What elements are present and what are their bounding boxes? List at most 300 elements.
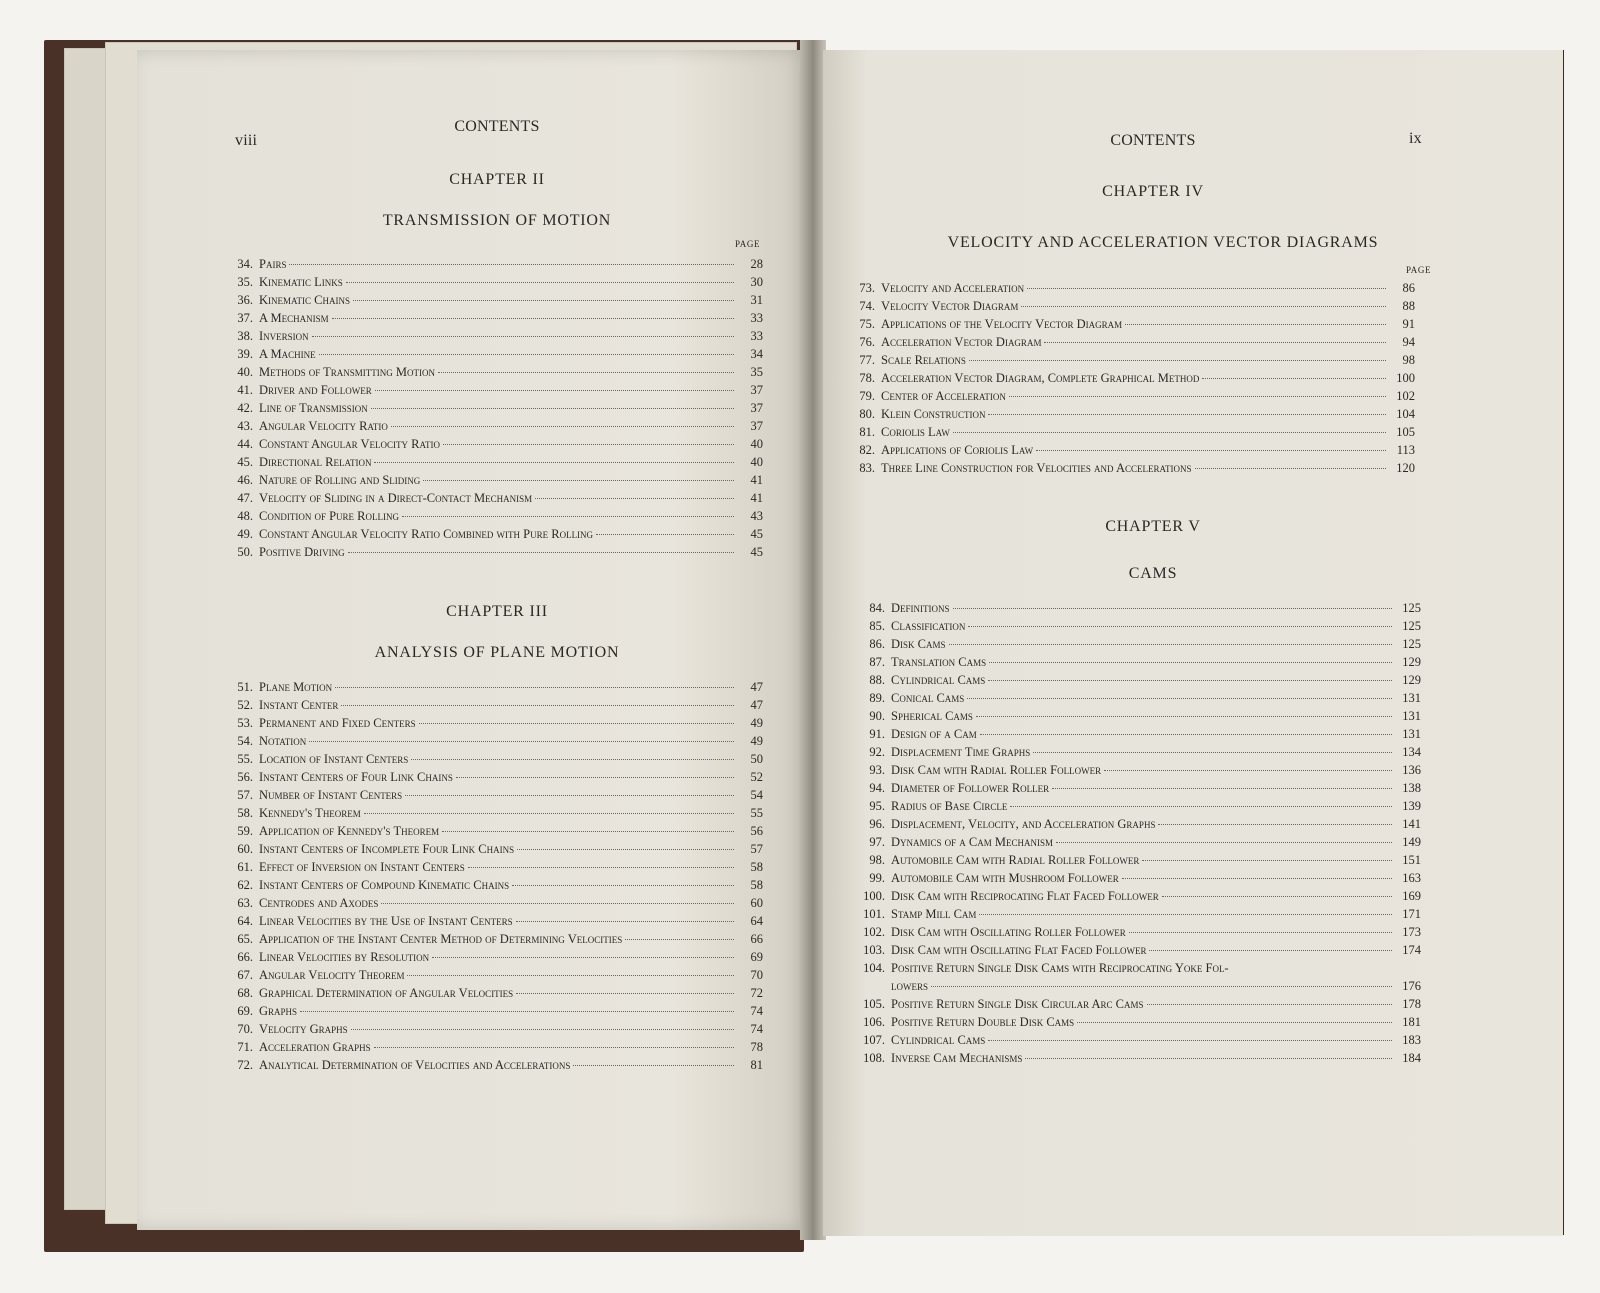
- toc-entry-page: 43: [750, 509, 763, 523]
- toc-entry-page: 138: [1402, 781, 1421, 795]
- toc-leader-dots: [980, 734, 1392, 735]
- toc-entry: [855, 763, 1421, 781]
- toc-entry: [855, 889, 1421, 907]
- toc-entry-title: Velocity of Sliding in a Direct-Contact Mechanism: [259, 491, 533, 505]
- toc-leader-dots: [535, 498, 734, 499]
- toc-entry-number: 84.: [869, 601, 885, 615]
- toc-entry-number: 89.: [869, 691, 885, 705]
- toc-entry-page: 49: [750, 734, 763, 748]
- toc-entry-number: 79.: [859, 389, 875, 403]
- toc-entry-title: Line of Transmission: [259, 401, 368, 415]
- toc-entry-page: 129: [1402, 673, 1421, 687]
- left-page: [137, 50, 805, 1230]
- toc-leader-dots: [312, 336, 734, 337]
- toc-entry: [233, 806, 763, 824]
- toc-entry-title: Angular Velocity Theorem: [259, 968, 405, 982]
- toc-entry-title: Plane Motion: [259, 680, 333, 694]
- toc-leader-dots: [969, 360, 1386, 361]
- toc-entry-page: 66: [750, 932, 763, 946]
- toc-entry-title: Disk Cam with Radial Roller Follower: [891, 763, 1102, 777]
- toc-leader-dots: [1162, 896, 1392, 897]
- toc-leader-dots: [374, 1047, 734, 1048]
- toc-leader-dots: [1122, 878, 1392, 879]
- toc-entry: [233, 509, 763, 527]
- toc-entry: [855, 461, 1415, 479]
- toc-leader-dots: [402, 516, 734, 517]
- toc-entry-title: Velocity and Acceleration: [881, 281, 1025, 295]
- toc-entry-title: A Mechanism: [259, 311, 329, 325]
- toc-entry: [233, 1022, 763, 1040]
- toc-entry: [855, 871, 1421, 889]
- chapter-3-label: CHAPTER III: [446, 603, 548, 620]
- toc-entry-page: 113: [1396, 443, 1415, 457]
- chapter-4-toc: [855, 281, 1415, 479]
- toc-entry-page: 94: [1402, 335, 1415, 349]
- toc-entry-page: 139: [1402, 799, 1421, 813]
- toc-entry-number: 37.: [237, 311, 253, 325]
- chapter-2-toc: [233, 257, 763, 563]
- toc-entry-number: 51.: [237, 680, 253, 694]
- toc-entry-page: 131: [1402, 709, 1421, 723]
- toc-entry-number: 67.: [237, 968, 253, 982]
- toc-entry: [855, 943, 1421, 961]
- toc-entry-page: 33: [750, 329, 763, 343]
- toc-leader-dots: [1142, 860, 1392, 861]
- toc-entry-number: 39.: [237, 347, 253, 361]
- toc-leader-dots: [468, 867, 734, 868]
- toc-entry-title: Kennedy's Theorem: [259, 806, 361, 820]
- toc-entry-page: 33: [750, 311, 763, 325]
- toc-entry-number: 94.: [869, 781, 885, 795]
- toc-leader-dots: [1129, 932, 1392, 933]
- toc-leader-dots: [371, 408, 734, 409]
- toc-entry: [233, 752, 763, 770]
- toc-leader-dots: [596, 534, 734, 535]
- toc-entry-page: 58: [750, 878, 763, 892]
- toc-leader-dots: [1149, 950, 1392, 951]
- toc-entry-title: Positive Return Double Disk Cams: [891, 1015, 1075, 1029]
- toc-entry-number: 93.: [869, 763, 885, 777]
- toc-leader-dots: [335, 687, 734, 688]
- toc-entry: [855, 961, 1421, 997]
- toc-entry-number: 108.: [863, 1051, 885, 1065]
- toc-entry: [855, 817, 1421, 835]
- toc-entry-title: Classification: [891, 619, 966, 633]
- toc-leader-dots: [1158, 824, 1392, 825]
- toc-entry-title: Definitions: [891, 601, 950, 615]
- toc-entry: [233, 716, 763, 734]
- toc-entry-number: 86.: [869, 637, 885, 651]
- toc-entry-page: 98: [1402, 353, 1415, 367]
- toc-entry-number: 104.: [863, 961, 885, 975]
- toc-entry-number: 53.: [237, 716, 253, 730]
- toc-leader-dots: [332, 318, 734, 319]
- toc-entry-page: 105: [1396, 425, 1415, 439]
- toc-entry-number: 45.: [237, 455, 253, 469]
- toc-entry-page: 134: [1402, 745, 1421, 759]
- toc-entry: [233, 545, 763, 563]
- toc-leader-dots: [1056, 842, 1392, 843]
- chapter-3-title: ANALYSIS OF PLANE MOTION: [374, 644, 620, 661]
- toc-entry-page: 163: [1402, 871, 1421, 885]
- toc-entry: [233, 1058, 763, 1076]
- toc-entry-title: Center of Acceleration: [881, 389, 1006, 403]
- toc-entry-page: 35: [750, 365, 763, 379]
- toc-leader-dots: [346, 282, 734, 283]
- toc-entry-number: 99.: [869, 871, 885, 885]
- toc-entry-page: 171: [1402, 907, 1421, 921]
- toc-entry-number: 56.: [237, 770, 253, 784]
- toc-entry: [855, 407, 1415, 425]
- toc-entry-page: 72: [750, 986, 763, 1000]
- toc-entry-number: 100.: [863, 889, 885, 903]
- toc-entry-title: Positive Driving: [259, 545, 345, 559]
- toc-entry-number: 70.: [237, 1022, 253, 1036]
- toc-entry: [233, 734, 763, 752]
- toc-leader-dots: [625, 939, 734, 940]
- right-running-head: CONTENTS: [1110, 132, 1196, 149]
- toc-entry-page: 50: [750, 752, 763, 766]
- toc-entry: [233, 1004, 763, 1022]
- toc-entry-title: Condition of Pure Rolling: [259, 509, 399, 523]
- toc-entry: [855, 835, 1421, 853]
- toc-entry-page: 31: [750, 293, 763, 307]
- toc-entry: [855, 1015, 1421, 1033]
- toc-entry-page: 37: [750, 419, 763, 433]
- toc-entry-page: 37: [750, 401, 763, 415]
- toc-entry-title: Applications of the Velocity Vector Diagram: [881, 317, 1123, 331]
- toc-entry: [233, 680, 763, 698]
- toc-entry-page: 54: [750, 788, 763, 802]
- toc-entry-page: 125: [1402, 619, 1421, 633]
- toc-entry-title: Radius of Base Circle: [891, 799, 1008, 813]
- toc-entry-title: Instant Centers of Four Link Chains: [259, 770, 453, 784]
- toc-entry-title: Graphical Determination of Angular Velocities: [259, 986, 514, 1000]
- toc-entry: [233, 383, 763, 401]
- toc-entry-number: 77.: [859, 353, 875, 367]
- toc-entry: [855, 389, 1415, 407]
- toc-entry-title: Nature of Rolling and Sliding: [259, 473, 421, 487]
- toc-entry-number: 74.: [859, 299, 875, 313]
- toc-entry-title: Applications of Coriolis Law: [881, 443, 1034, 457]
- toc-entry-title: Driver and Follower: [259, 383, 372, 397]
- toc-leader-dots: [573, 1065, 734, 1066]
- toc-leader-dots: [1021, 306, 1386, 307]
- toc-leader-dots: [405, 795, 734, 796]
- toc-entry-page: 69: [750, 950, 763, 964]
- toc-entry-number: 58.: [237, 806, 253, 820]
- toc-entry-page: 176: [1402, 979, 1421, 993]
- toc-entry-title: Pairs: [259, 257, 287, 271]
- toc-entry-page: 81: [750, 1058, 763, 1072]
- toc-entry-title: Linear Velocities by Resolution: [259, 950, 430, 964]
- toc-entry: [233, 914, 763, 932]
- toc-entry-title: Disk Cams: [891, 637, 946, 651]
- toc-leader-dots: [1033, 752, 1392, 753]
- toc-entry-page: 56: [750, 824, 763, 838]
- toc-entry-number: 65.: [237, 932, 253, 946]
- toc-leader-dots: [407, 975, 734, 976]
- toc-leader-dots: [341, 705, 734, 706]
- toc-entry-title: Cylindrical Cams: [891, 673, 986, 687]
- toc-leader-dots: [391, 426, 734, 427]
- toc-entry-number: 47.: [237, 491, 253, 505]
- chapter-2-title: TRANSMISSION OF MOTION: [382, 212, 612, 229]
- toc-entry-number: 69.: [237, 1004, 253, 1018]
- toc-entry-page: 91: [1402, 317, 1415, 331]
- chapter-3-toc: [233, 680, 763, 1076]
- toc-entry-page: 70: [750, 968, 763, 982]
- toc-entry: [233, 401, 763, 419]
- toc-entry-number: 105.: [863, 997, 885, 1011]
- toc-entry-number: 57.: [237, 788, 253, 802]
- toc-leader-dots: [512, 885, 734, 886]
- toc-entry-title: Number of Instant Centers: [259, 788, 403, 802]
- toc-entry-number: 64.: [237, 914, 253, 928]
- toc-entry-number: 34.: [237, 257, 253, 271]
- toc-entry: [855, 727, 1421, 745]
- toc-entry-page: 141: [1402, 817, 1421, 831]
- toc-entry-title: Diameter of Follower Roller: [891, 781, 1050, 795]
- toc-entry-title: Analytical Determination of Velocities and Accelerations: [259, 1058, 571, 1072]
- toc-entry-title: Graphs: [259, 1004, 298, 1018]
- toc-leader-dots: [1027, 288, 1386, 289]
- toc-entry-title: Automobile Cam with Mushroom Follower: [891, 871, 1119, 885]
- toc-entry-number: 44.: [237, 437, 253, 451]
- toc-entry-page: 86: [1402, 281, 1415, 295]
- toc-entry: [233, 950, 763, 968]
- toc-entry-title: Klein Construction: [881, 407, 986, 421]
- toc-entry-number: 106.: [863, 1015, 885, 1029]
- toc-entry: [233, 437, 763, 455]
- toc-leader-dots: [1077, 1022, 1392, 1023]
- toc-entry-title: Velocity Graphs: [259, 1022, 348, 1036]
- toc-leader-dots: [1195, 468, 1387, 469]
- toc-entry-title: Application of Kennedy's Theorem: [259, 824, 440, 838]
- toc-entry-page: 40: [750, 437, 763, 451]
- toc-entry-page: 88: [1402, 299, 1415, 313]
- toc-entry: [233, 527, 763, 545]
- toc-entry-number: 75.: [859, 317, 875, 331]
- toc-leader-dots: [1009, 396, 1386, 397]
- toc-entry: [855, 1033, 1421, 1051]
- toc-entry: [233, 824, 763, 842]
- toc-leader-dots: [953, 608, 1392, 609]
- toc-entry-page: 41: [750, 491, 763, 505]
- toc-entry-number: 35.: [237, 275, 253, 289]
- toc-entry-title: Permanent and Fixed Centers: [259, 716, 416, 730]
- toc-entry: [855, 799, 1421, 817]
- toc-leader-dots: [432, 957, 734, 958]
- toc-entry: [233, 932, 763, 950]
- toc-entry-number: 87.: [869, 655, 885, 669]
- toc-entry-number: 73.: [859, 281, 875, 295]
- toc-entry-title: Kinematic Chains: [259, 293, 350, 307]
- toc-entry: [233, 896, 763, 914]
- toc-entry-title-continued: lowers: [891, 979, 928, 993]
- toc-leader-dots: [456, 777, 734, 778]
- toc-entry-number: 76.: [859, 335, 875, 349]
- toc-entry: [855, 637, 1421, 655]
- toc-leader-dots: [419, 723, 734, 724]
- toc-entry: [233, 770, 763, 788]
- toc-entry-page: 129: [1402, 655, 1421, 669]
- toc-entry: [233, 275, 763, 293]
- toc-entry-number: 48.: [237, 509, 253, 523]
- toc-entry-number: 42.: [237, 401, 253, 415]
- toc-entry-page: 173: [1402, 925, 1421, 939]
- toc-entry-number: 107.: [863, 1033, 885, 1047]
- toc-entry-page: 149: [1402, 835, 1421, 849]
- toc-entry: [855, 443, 1415, 461]
- toc-entry: [233, 491, 763, 509]
- toc-entry-title: Effect of Inversion on Instant Centers: [259, 860, 465, 874]
- toc-entry-number: 82.: [859, 443, 875, 457]
- toc-entry-number: 41.: [237, 383, 253, 397]
- toc-entry-number: 85.: [869, 619, 885, 633]
- toc-entry: [855, 997, 1421, 1015]
- toc-entry-title: Instant Centers of Incomplete Four Link Chains: [259, 842, 515, 856]
- toc-entry-title: Location of Instant Centers: [259, 752, 409, 766]
- toc-entry-title: Disk Cam with Reciprocating Flat Faced Follower: [891, 889, 1159, 903]
- toc-entry-page: 55: [750, 806, 763, 820]
- toc-entry-page: 40: [750, 455, 763, 469]
- toc-leader-dots: [988, 1040, 1392, 1041]
- toc-entry: [855, 745, 1421, 763]
- toc-leader-dots: [364, 813, 734, 814]
- toc-entry-title: Kinematic Links: [259, 275, 343, 289]
- toc-entry-title: Displacement, Velocity, and Acceleration Graphs: [891, 817, 1156, 831]
- toc-entry-number: 78.: [859, 371, 875, 385]
- toc-entry-number: 68.: [237, 986, 253, 1000]
- toc-entry-title: Notation: [259, 734, 307, 748]
- toc-leader-dots: [953, 432, 1386, 433]
- toc-entry-title: Automobile Cam with Radial Roller Follower: [891, 853, 1140, 867]
- toc-entry-number: 96.: [869, 817, 885, 831]
- toc-leader-dots: [381, 903, 734, 904]
- toc-entry-page: 47: [750, 698, 763, 712]
- toc-leader-dots: [967, 698, 1392, 699]
- toc-entry-number: 60.: [237, 842, 253, 856]
- toc-entry-page: 136: [1402, 763, 1421, 777]
- toc-entry: [233, 293, 763, 311]
- toc-entry-title: Coriolis Law: [881, 425, 950, 439]
- toc-entry-page: 47: [750, 680, 763, 694]
- toc-entry-page: 125: [1402, 601, 1421, 615]
- toc-leader-dots: [443, 444, 734, 445]
- toc-entry: [855, 907, 1421, 925]
- toc-entry-page: 169: [1402, 889, 1421, 903]
- toc-entry-number: 55.: [237, 752, 253, 766]
- toc-entry: [233, 257, 763, 275]
- toc-entry-page: 52: [750, 770, 763, 784]
- toc-entry: [855, 601, 1421, 619]
- toc-leader-dots: [309, 741, 734, 742]
- toc-entry-number: 52.: [237, 698, 253, 712]
- toc-leader-dots: [516, 921, 734, 922]
- toc-entry-page: 131: [1402, 727, 1421, 741]
- toc-entry-number: 98.: [869, 853, 885, 867]
- toc-leader-dots: [319, 354, 734, 355]
- toc-entry: [855, 925, 1421, 943]
- page-column-label: PAGE: [1406, 265, 1432, 275]
- toc-leader-dots: [517, 849, 734, 850]
- toc-leader-dots: [1147, 1004, 1392, 1005]
- toc-leader-dots: [351, 1029, 734, 1030]
- toc-leader-dots: [1036, 450, 1386, 451]
- toc-entry-number: 59.: [237, 824, 253, 838]
- toc-leader-dots: [989, 662, 1392, 663]
- toc-entry-page: 30: [750, 275, 763, 289]
- toc-leader-dots: [979, 914, 1392, 915]
- toc-entry-number: 46.: [237, 473, 253, 487]
- toc-entry-page: 74: [750, 1004, 763, 1018]
- toc-leader-dots: [423, 480, 734, 481]
- toc-leader-dots: [411, 759, 734, 760]
- toc-entry-title: Linear Velocities by the Use of Instant Centers: [259, 914, 513, 928]
- toc-entry-number: 101.: [863, 907, 885, 921]
- toc-entry-title: Instant Centers of Compound Kinematic Chains: [259, 878, 510, 892]
- toc-entry-title: Translation Cams: [891, 655, 987, 669]
- toc-leader-dots: [968, 626, 1392, 627]
- toc-entry-number: 88.: [869, 673, 885, 687]
- toc-entry-page: 78: [750, 1040, 763, 1054]
- toc-entry-title: Positive Return Single Disk Circular Arc Cams: [891, 997, 1144, 1011]
- toc-entry: [233, 698, 763, 716]
- toc-entry-title: Inverse Cam Mechanisms: [891, 1051, 1023, 1065]
- toc-entry-number: 95.: [869, 799, 885, 813]
- toc-entry: [855, 709, 1421, 727]
- toc-entry-number: 71.: [237, 1040, 253, 1054]
- toc-entry: [855, 673, 1421, 691]
- toc-entry-title: Acceleration Vector Diagram: [881, 335, 1042, 349]
- toc-entry-page: 120: [1396, 461, 1415, 475]
- toc-entry-title: Scale Relations: [881, 353, 966, 367]
- toc-entry: [233, 860, 763, 878]
- toc-entry-page: 184: [1402, 1051, 1421, 1065]
- toc-entry: [855, 781, 1421, 799]
- toc-leader-dots: [353, 300, 734, 301]
- toc-entry-page: 60: [750, 896, 763, 910]
- toc-entry-page: 37: [750, 383, 763, 397]
- toc-entry-page: 100: [1396, 371, 1415, 385]
- toc-leader-dots: [300, 1011, 734, 1012]
- toc-leader-dots: [988, 414, 1386, 415]
- toc-entry: [855, 299, 1415, 317]
- toc-entry: [855, 425, 1415, 443]
- toc-leader-dots: [1010, 806, 1392, 807]
- toc-entry: [233, 329, 763, 347]
- toc-entry-page: 183: [1402, 1033, 1421, 1047]
- toc-entry-page: 174: [1402, 943, 1421, 957]
- toc-entry: [233, 419, 763, 437]
- toc-entry-title: Angular Velocity Ratio: [259, 419, 388, 433]
- toc-entry-title: Three Line Construction for Velocities and Accelerations: [881, 461, 1192, 475]
- toc-entry: [855, 853, 1421, 871]
- toc-leader-dots: [988, 680, 1392, 681]
- toc-entry-title: Conical Cams: [891, 691, 965, 705]
- toc-entry-page: 151: [1402, 853, 1421, 867]
- toc-entry-page: 58: [750, 860, 763, 874]
- toc-entry-title: Acceleration Graphs: [259, 1040, 371, 1054]
- toc-leader-dots: [438, 372, 734, 373]
- toc-entry-page: 64: [750, 914, 763, 928]
- toc-entry-number: 97.: [869, 835, 885, 849]
- toc-entry: [233, 1040, 763, 1058]
- toc-entry-page: 178: [1402, 997, 1421, 1011]
- toc-entry: [855, 335, 1415, 353]
- toc-entry-title: Directional Relation: [259, 455, 372, 469]
